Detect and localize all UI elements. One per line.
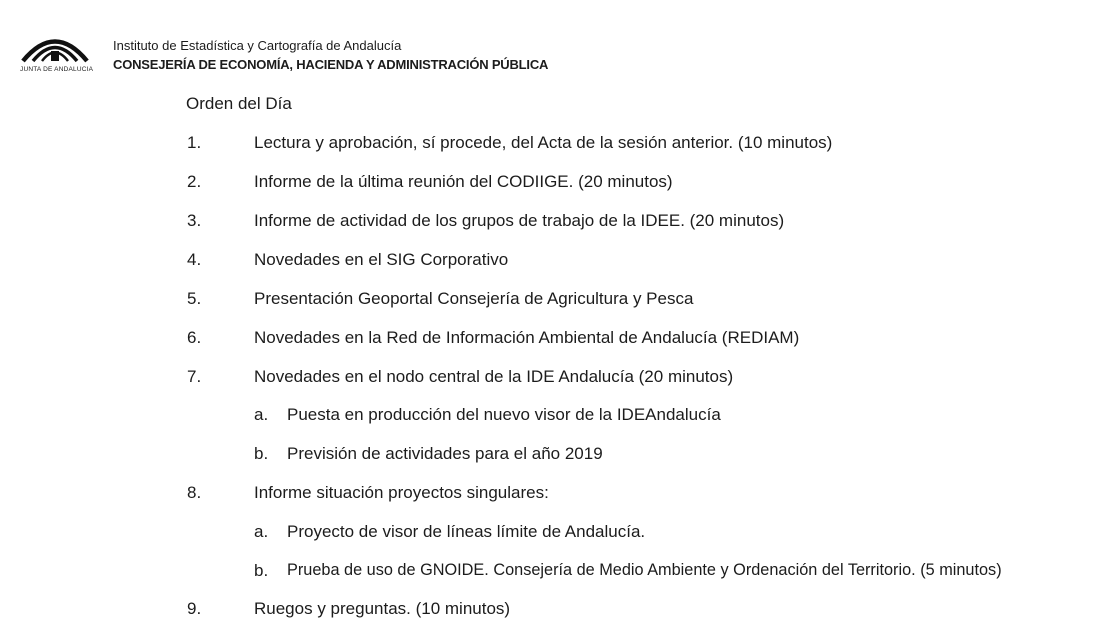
subitem-text: Prueba de uso de GNOIDE. Consejería de Medio Ambiente y Ordenación del Territorio. (5 minutos) [287, 561, 1002, 579]
institute-name: Instituto de Estadística y Cartografía de Andalucía [113, 38, 402, 53]
item-number: 1. [187, 133, 202, 152]
item-text: Informe situación proyectos singulares: [254, 483, 549, 502]
junta-arch-icon [20, 28, 90, 64]
subitem-text: Puesta en producción del nuevo visor de la IDEAndalucía [287, 405, 721, 424]
item-number: 3. [187, 211, 202, 230]
item-number: 2. [187, 172, 202, 191]
item-number: 7. [187, 367, 202, 386]
subitem-text: Previsión de actividades para el año 2019 [287, 444, 603, 463]
item-text: Novedades en el SIG Corporativo [254, 250, 509, 269]
item-number: 9. [187, 599, 202, 618]
item-number: 6. [187, 328, 202, 347]
item-text: Informe de actividad de los grupos de trabajo de la IDEE. (20 minutos) [254, 211, 785, 230]
item-text: Presentación Geoportal Consejería de Agricultura y Pesca [254, 289, 694, 308]
item-number: 5. [187, 289, 202, 308]
item-text: Novedades en la Red de Información Ambiental de Andalucía (REDIAM) [254, 328, 800, 347]
ministry-name: CONSEJERÍA DE ECONOMÍA, HACIENDA Y ADMINISTRACIÓN PÚBLICA [113, 57, 549, 72]
subitem-text: Proyecto de visor de líneas límite de Andalucía. [287, 522, 646, 541]
agenda-title: Orden del Día [186, 94, 292, 113]
subitem-letter: a. [254, 522, 269, 541]
item-text: Novedades en el nodo central de la IDE Andalucía (20 minutos) [254, 367, 734, 386]
subitem-letter: b. [254, 444, 269, 463]
logo-caption: JUNTA DE ANDALUCIA [20, 66, 94, 73]
item-number: 8. [187, 483, 202, 502]
item-text: Ruegos y preguntas. (10 minutos) [254, 599, 511, 618]
item-number: 4. [187, 250, 202, 269]
item-text: Informe de la última reunión del CODIIGE. (20 minutos) [254, 172, 673, 191]
subitem-letter: a. [254, 405, 269, 424]
junta-de-andalucia-logo [20, 28, 94, 76]
subitem-letter: b. [254, 561, 269, 580]
item-text: Lectura y aprobación, sí procede, del Acta de la sesión anterior. (10 minutos) [254, 133, 833, 152]
